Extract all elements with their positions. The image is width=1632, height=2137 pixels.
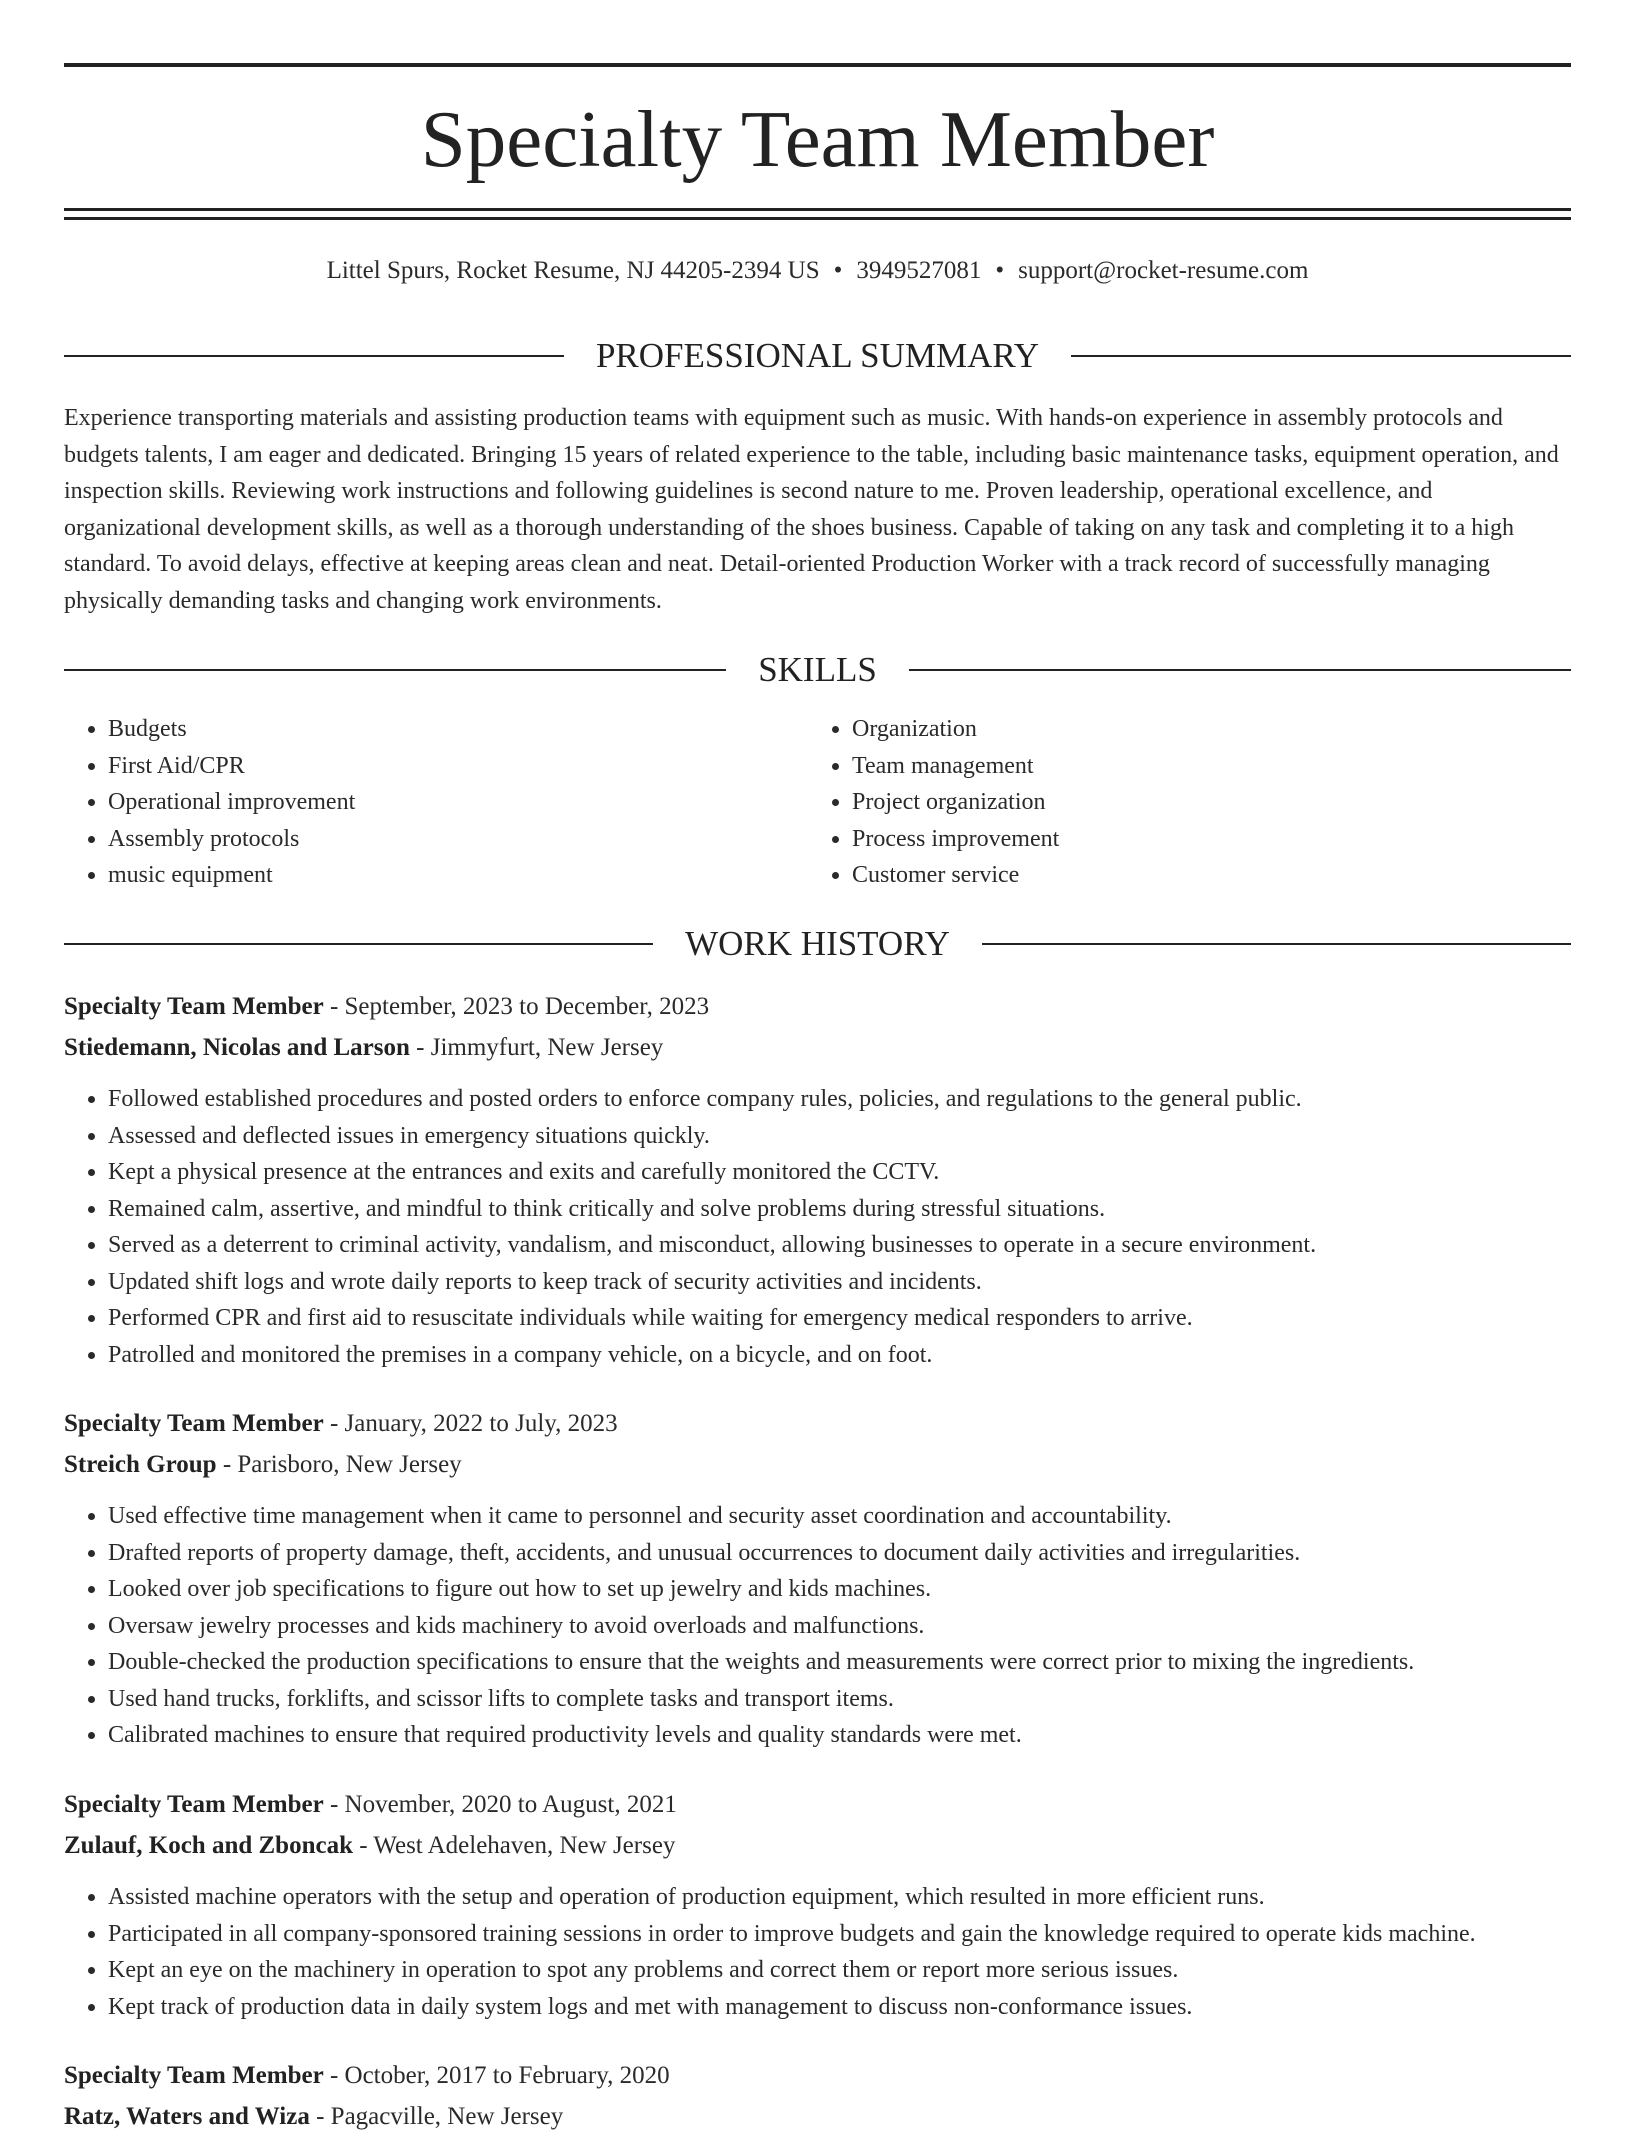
work-heading-label: WORK HISTORY	[685, 924, 950, 963]
job-bullet: • Assessed and deflected issues in emergency situations quickly.	[108, 1118, 1571, 1155]
summary-paragraph: Experience transporting materials and assisting production teams with equipment such as music. With hands-on experience in assembly protocols and budgets talents, I am eager and dedicated. Bringing 15 years of related experience to the table, including basic maintenance tasks, equipment operation, and inspection skills. Reviewing work instructions and following guidelines is second nature to me. Proven leadership, operational excellence, and organizational development skills, as well as a thorough understanding of the shoes business. Capable of taking on any task and completing it to a high standard. To avoid delays, effective at keeping areas clean and neat. Detail-oriented Production Worker with a track record of successfully managing physically demanding tasks and changing work environments.	[64, 405, 1559, 614]
skill-item: • Team management	[852, 748, 1552, 785]
job-dates: November, 2020 to August, 2021	[344, 1791, 677, 1818]
job-title: Specialty Team Member	[64, 2062, 324, 2089]
skill-item: • Process improvement	[852, 821, 1552, 858]
job-bullet: • Served as a deterrent to criminal activity, vandalism, and misconduct, allowing businesses to operate in a secure environment.	[108, 1227, 1571, 1264]
skills-list-right	[808, 711, 1552, 894]
heading-rule-left	[64, 943, 653, 945]
title-rule-upper	[64, 208, 1571, 211]
skills-heading-label: SKILLS	[758, 650, 877, 689]
job-bullets	[64, 1081, 1571, 1373]
job-bullet: • Used effective time management when it came to personnel and security asset coordination and accountability.	[108, 1498, 1571, 1535]
contact-phone: 3949527081	[856, 257, 982, 284]
job-location: Parisboro, New Jersey	[237, 1451, 462, 1478]
job-dates: January, 2022 to July, 2023	[344, 1410, 618, 1437]
job-bullets	[64, 1498, 1571, 1754]
contact-email[interactable]: support@rocket-resume.com	[1018, 257, 1309, 284]
top-rule	[64, 63, 1571, 67]
job-company-line	[64, 2096, 1571, 2137]
contact-separator: •	[995, 257, 1005, 284]
job-entry	[64, 986, 1571, 1373]
heading-rule-right	[1071, 355, 1571, 357]
job-title: Specialty Team Member	[64, 993, 324, 1020]
work-section-heading	[64, 922, 1571, 966]
job-bullet: • Oversaw jewelry processes and kids machinery to avoid overloads and malfunctions.	[108, 1608, 1571, 1645]
job-bullet: • Double-checked the production specifications to ensure that the weights and measurements were correct prior to mixing the ingredients.	[108, 1644, 1571, 1681]
job-bullet: • Used hand trucks, forklifts, and scissor lifts to complete tasks and transport items.	[108, 1681, 1571, 1718]
job-company: Streich Group	[64, 1451, 217, 1478]
skill-item: • First Aid/CPR	[108, 748, 808, 785]
heading-rule-right	[909, 669, 1571, 671]
job-separator: -	[323, 1410, 345, 1437]
job-bullet: • Performed CPR and first aid to resuscitate individuals while waiting for emergency medical responders to arrive.	[108, 1300, 1571, 1337]
job-bullet: • Remained calm, assertive, and mindful to think critically and solve problems during stressful situations.	[108, 1191, 1571, 1228]
skills-section-heading	[64, 648, 1571, 692]
skill-item: • Organization	[852, 711, 1552, 748]
heading-rule-left	[64, 355, 564, 357]
heading-rule-right	[982, 943, 1571, 945]
job-bullet: • Drafted reports of property damage, theft, accidents, and unusual occurrences to document daily activities and irregularities.	[108, 1535, 1571, 1572]
job-separator: -	[309, 2103, 331, 2130]
job-separator: -	[353, 1832, 374, 1859]
job-entry	[64, 1403, 1571, 1754]
job-company: Ratz, Waters and Wiza	[64, 2103, 310, 2130]
job-title-line	[64, 1784, 1571, 1825]
summary-section-heading	[64, 334, 1571, 378]
job-location: Jimmyfurt, New Jersey	[430, 1034, 664, 1061]
title-rule-lower	[64, 217, 1571, 220]
job-company: Zulauf, Koch and Zboncak	[64, 1832, 353, 1859]
skill-item: • Assembly protocols	[108, 821, 808, 858]
job-bullet: • Patrolled and monitored the premises in a company vehicle, on a bicycle, and on foot.	[108, 1337, 1571, 1374]
job-title-line	[64, 1403, 1571, 1444]
job-bullet: • Calibrated machines to ensure that required productivity levels and quality standards were met.	[108, 1717, 1571, 1754]
job-title-line	[64, 986, 1571, 1027]
contact-line	[64, 253, 1571, 289]
job-bullet: • Participated in all company-sponsored training sessions in order to improve budgets and gain the knowledge required to operate kids machine.	[108, 1916, 1571, 1953]
contact-separator: •	[833, 257, 843, 284]
skill-item: • Budgets	[108, 711, 808, 748]
job-location: West Adelehaven, New Jersey	[373, 1832, 676, 1859]
job-bullet: • Kept a physical presence at the entrances and exits and carefully monitored the CCTV.	[108, 1154, 1571, 1191]
job-dates: October, 2017 to February, 2020	[344, 2062, 670, 2089]
job-bullet: • Assisted machine operators with the setup and operation of production equipment, which resulted in more efficient runs.	[108, 1879, 1571, 1916]
job-dates: September, 2023 to December, 2023	[344, 993, 710, 1020]
job-company-line	[64, 1027, 1571, 1068]
skill-item: • Operational improvement	[108, 784, 808, 821]
job-separator: -	[409, 1034, 431, 1061]
job-bullet: • Kept an eye on the machinery in operation to spot any problems and correct them or report more serious issues.	[108, 1952, 1571, 1989]
skills-list-left	[64, 711, 808, 894]
job-title: Specialty Team Member	[64, 1410, 324, 1437]
job-entry	[64, 1784, 1571, 2025]
heading-rule-left	[64, 669, 726, 671]
job-company-line	[64, 1825, 1571, 1866]
job-company: Stiedemann, Nicolas and Larson	[64, 1034, 410, 1061]
job-separator: -	[323, 1791, 345, 1818]
job-bullets	[64, 1879, 1571, 2025]
job-bullet: • Followed established procedures and posted orders to enforce company rules, policies, and regulations to the general public.	[108, 1081, 1571, 1118]
job-title-line	[64, 2055, 1571, 2096]
contact-address: Littel Spurs, Rocket Resume, NJ 44205-2394 US	[326, 257, 820, 284]
resume-title: Specialty Team Member	[420, 94, 1215, 184]
job-bullet: • Updated shift logs and wrote daily reports to keep track of security activities and incidents.	[108, 1264, 1571, 1301]
job-title: Specialty Team Member	[64, 1791, 324, 1818]
job-bullet: • Kept track of production data in daily system logs and met with management to discuss non-conformance issues.	[108, 1989, 1571, 2026]
job-separator: -	[323, 993, 345, 1020]
skill-item: • Customer service	[852, 857, 1552, 894]
skill-item: • music equipment	[108, 857, 808, 894]
skill-item: • Project organization	[852, 784, 1552, 821]
summary-heading-label: PROFESSIONAL SUMMARY	[595, 336, 1040, 375]
job-separator: -	[216, 1451, 238, 1478]
job-separator: -	[323, 2062, 345, 2089]
job-location: Pagacville, New Jersey	[330, 2103, 564, 2130]
job-company-line	[64, 1444, 1571, 1485]
job-bullet: • Looked over job specifications to figure out how to set up jewelry and kids machines.	[108, 1571, 1571, 1608]
job-entry	[64, 2055, 1571, 2137]
